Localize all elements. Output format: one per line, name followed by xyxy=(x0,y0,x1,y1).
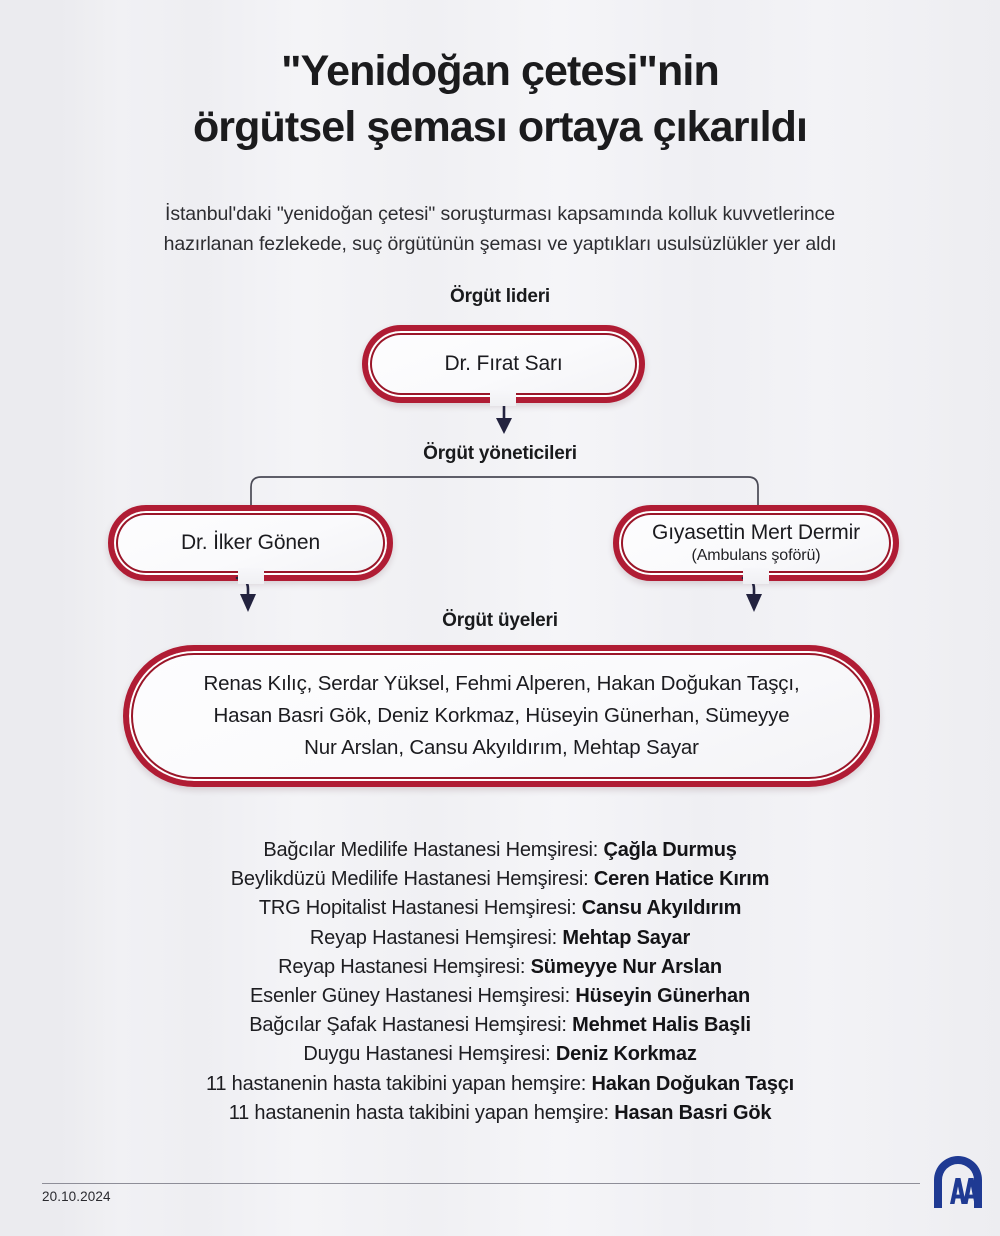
org-node-manager-left-name: Dr. İlker Gönen xyxy=(181,531,320,555)
org-node-members-line: Nur Arslan, Cansu Akyıldırım, Mehtap Sayar xyxy=(304,735,699,759)
nurse-assignment-list xyxy=(60,836,940,1128)
nurse-name: Cansu Akyıldırım xyxy=(581,897,742,920)
connector-notch-manager-left xyxy=(238,568,264,584)
org-node-manager-left-content xyxy=(114,511,387,575)
nurse-name: Hasan Basri Gök xyxy=(614,1101,772,1124)
org-node-manager-right-content xyxy=(619,511,893,575)
nurse-role: Bağcılar Şafak Hastanesi Hemşiresi: xyxy=(249,1014,573,1037)
nurse-name: Mehmet Halis Başli xyxy=(572,1014,751,1037)
org-node-members-line: Hasan Basri Gök, Deniz Korkmaz, Hüseyin Günerhan, Sümeyye xyxy=(213,704,790,728)
nurse-role: Bağcılar Medilife Hastanesi Hemşiresi: xyxy=(263,839,604,861)
org-node-members xyxy=(123,645,880,787)
section-label-members: Örgüt üyeleri xyxy=(442,610,558,631)
nurse-role: Esenler Güney Hastanesi Hemşiresi: xyxy=(250,984,576,1007)
org-node-leader-content xyxy=(368,331,639,397)
nurse-name: Sümeyye Nur Arslan xyxy=(530,955,722,978)
list-item xyxy=(60,1040,940,1069)
nurse-name: Çağla Durmuş xyxy=(603,839,737,861)
section-label-leader: Örgüt lideri xyxy=(450,286,550,307)
org-node-manager-right xyxy=(613,505,899,581)
org-node-manager-right-subtitle: (Ambulans şoförü) xyxy=(691,547,821,565)
nurse-name: Deniz Korkmaz xyxy=(555,1043,697,1066)
org-node-leader xyxy=(362,325,645,403)
footer-divider xyxy=(42,1183,920,1184)
nurse-role: Duygu Hastanesi Hemşiresi: xyxy=(303,1043,556,1066)
list-item xyxy=(60,953,940,982)
org-node-leader-name: Dr. Fırat Sarı xyxy=(444,352,563,376)
connector-notch-manager-right xyxy=(743,568,769,584)
org-node-members-content xyxy=(129,651,874,781)
list-item xyxy=(60,836,940,865)
list-item xyxy=(60,1070,940,1099)
list-item xyxy=(60,982,940,1011)
nurse-role: TRG Hopitalist Hastanesi Hemşiresi: xyxy=(258,897,582,920)
list-item xyxy=(60,924,940,953)
org-node-manager-left xyxy=(108,505,393,581)
page-subtitle xyxy=(100,200,900,259)
page-title-line-2: örgütsel şeması ortaya çıkarıldı xyxy=(192,102,808,151)
org-node-manager-right-name: Gıyasettin Mert Dermir xyxy=(652,520,860,544)
aa-logo-icon xyxy=(930,1152,986,1210)
list-item xyxy=(60,1099,940,1128)
nurse-name: Mehtap Sayar xyxy=(562,926,691,949)
nurse-role: 11 hastanenin hasta takibini yapan hemşire: xyxy=(205,1072,592,1095)
connector-notch-leader xyxy=(490,390,516,406)
aa-logo-letter-a-left xyxy=(950,1178,966,1204)
page-title-line-1: "Yenidoğan çetesi"nin xyxy=(281,47,719,95)
connector-managers-bracket xyxy=(251,477,758,505)
nurse-name: Hakan Doğukan Taşçı xyxy=(591,1072,795,1095)
nurse-role: 11 hastanenin hasta takibini yapan hemşire: xyxy=(228,1101,615,1124)
section-label-managers: Örgüt yöneticileri xyxy=(423,443,577,464)
nurse-name: Hüseyin Günerhan xyxy=(575,984,750,1007)
nurse-role: Reyap Hastanesi Hemşiresi: xyxy=(309,926,563,949)
page-title xyxy=(0,44,1000,156)
page-subtitle-line-1: İstanbul'daki "yenidoğan çetesi" soruşturması kapsamında kolluk kuvvetlerince xyxy=(165,203,835,225)
arrowhead-leader-down xyxy=(496,418,512,434)
footer-date: 20.10.2024 xyxy=(42,1189,111,1204)
nurse-name: Ceren Hatice Kırım xyxy=(593,868,770,891)
nurse-role: Reyap Hastanesi Hemşiresi: xyxy=(278,955,531,978)
nurse-role: Beylikdüzü Medilife Hastanesi Hemşiresi: xyxy=(230,868,594,891)
list-item xyxy=(60,894,940,923)
list-item xyxy=(60,1011,940,1040)
page-subtitle-line-2: hazırlanan fezlekede, suç örgütünün şeması ve yaptıkları usulsüzlükler yer aldı xyxy=(163,232,837,255)
list-item xyxy=(60,865,940,894)
org-node-members-line: Renas Kılıç, Serdar Yüksel, Fehmi Alperen, Hakan Doğukan Taşçı, xyxy=(203,672,800,696)
